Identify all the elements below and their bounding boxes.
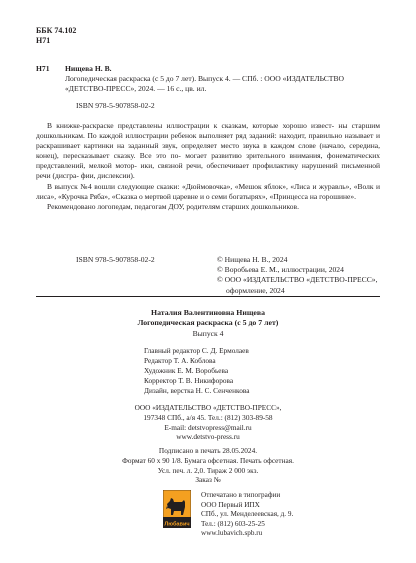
print-info-block — [88, 446, 328, 485]
printer-logo — [163, 490, 191, 528]
publisher-line-1: ООО «ИЗДАТЕЛЬСТВО «ДЕТСТВО-ПРЕСС», — [134, 403, 282, 412]
staff-line-4: Корректор Т. В. Никифорова — [144, 376, 234, 385]
print-info-line-3: Усл. печ. л. 2,0. Тираж 2 000 экз. — [157, 465, 259, 475]
print-info-line-1: Подписано в печать 28.05.2024. — [158, 446, 258, 455]
printer-website: www.lubavich.spb.ru — [201, 529, 263, 538]
biblio-line-2: «ДЕТСТВО-ПРЕСС», 2024. — 16 с., цв. ил. — [65, 84, 207, 94]
staff-line-1: Главный редактор С. Д. Ермолаев — [144, 346, 249, 355]
copyright-line-1: © Нищева Н. В., 2024 — [217, 255, 288, 264]
printer-block — [201, 491, 293, 539]
imprint-issue: Выпуск 4 — [192, 329, 224, 338]
isbn-top: ISBN 978-5-907858-02-2 — [76, 101, 155, 110]
bibliographic-record — [65, 64, 344, 95]
description — [36, 121, 380, 212]
print-info-line-4: Заказ № — [195, 475, 221, 485]
bbk-index: ББК 74.102 Н71 — [36, 26, 77, 45]
staff-line-3: Художник Е. М. Воробьева — [144, 366, 229, 375]
copyright-line-4: оформление, 2024 — [226, 285, 285, 295]
printer-address: СПб., ул. Менделеевская, д. 9. — [201, 510, 294, 519]
imprint-title: Логопедическая раскраска (с 5 до 7 лет) — [137, 318, 279, 327]
publisher-block — [108, 403, 308, 442]
staff-line-2: Редактор Т. А. Коблова — [144, 356, 216, 365]
divider — [36, 296, 380, 297]
copyright-line-3: © ООО «ИЗДАТЕЛЬСТВО «ДЕТСТВО-ПРЕСС», — [217, 275, 378, 285]
printer-line-1: Отпечатано в типографии — [201, 491, 281, 499]
publisher-website: www.detstvo-press.ru — [176, 432, 240, 442]
biblio-line-1: Логопедическая раскраска (с 5 до 7 лет). Выпуск 4. — СПб. : ООО «ИЗДАТЕЛЬСТВО — [65, 74, 344, 84]
author-heading: Нищева Н. В. — [65, 64, 112, 73]
staff-line-5: Дизайн, верстка Н. С. Сенченкова — [144, 386, 250, 395]
code-side: Н71 — [36, 64, 50, 73]
isbn-bottom: ISBN 978-5-907858-02-2 — [76, 255, 155, 264]
printer-line-2: ООО Первый ИПХ — [201, 500, 260, 509]
publisher-email: E-mail: detstvopress@mail.ru — [164, 422, 252, 432]
description-para-3: Рекомендовано логопедам, педагогам ДОУ, родителям старших дошкольников. — [47, 201, 299, 211]
imprint-author: Наталия Валентиновна Нищева — [151, 308, 265, 317]
publisher-line-2: 197348 СПб., а/я 45. Тел.: (812) 303-89-58 — [143, 412, 273, 422]
description-para-2: В выпуск №4 вошли следующие сказки: «Дюймовочка», «Мешок яблок», «Лиса и журавль», «Волк и лиса», «Курочка Ряба», «Сказка о мертвой царевне и о семи богатырях», «Принцесса на горошине». — [36, 181, 381, 201]
print-info-line-2: Формат 60 х 90 1/8. Бумага офсетная. Печать офсетная. — [122, 455, 294, 465]
code-top: Н71 — [36, 36, 51, 45]
logo-text: Любавич — [164, 521, 190, 528]
copyright-line-2: © Воробьева Е. М., иллюстрации, 2024 — [217, 265, 344, 275]
staff-list — [144, 346, 249, 396]
description-para-1: В книжке-раскраске представлены иллюстрации к сказкам, которые хорошо извест- ны старшим дошкольникам. По каждой иллюстрации ребенок выполняет ряд заданий: находит, правильно называет и раскрашивает картинки на заданный звук, определяет место звука в каждом слове (начало, середина, конец), пересказывает сказку. Все это по- могает развитию зрительного внимания, фонематических представлений, мелкой мотор- ики, связной речи, обеспечивает профилактику нарушений письменной речи (дисгра- фии, дислексии). — [36, 121, 381, 181]
printer-phone: Тел.: (812) 603-25-25 — [201, 519, 265, 528]
copyright-block — [217, 255, 378, 296]
